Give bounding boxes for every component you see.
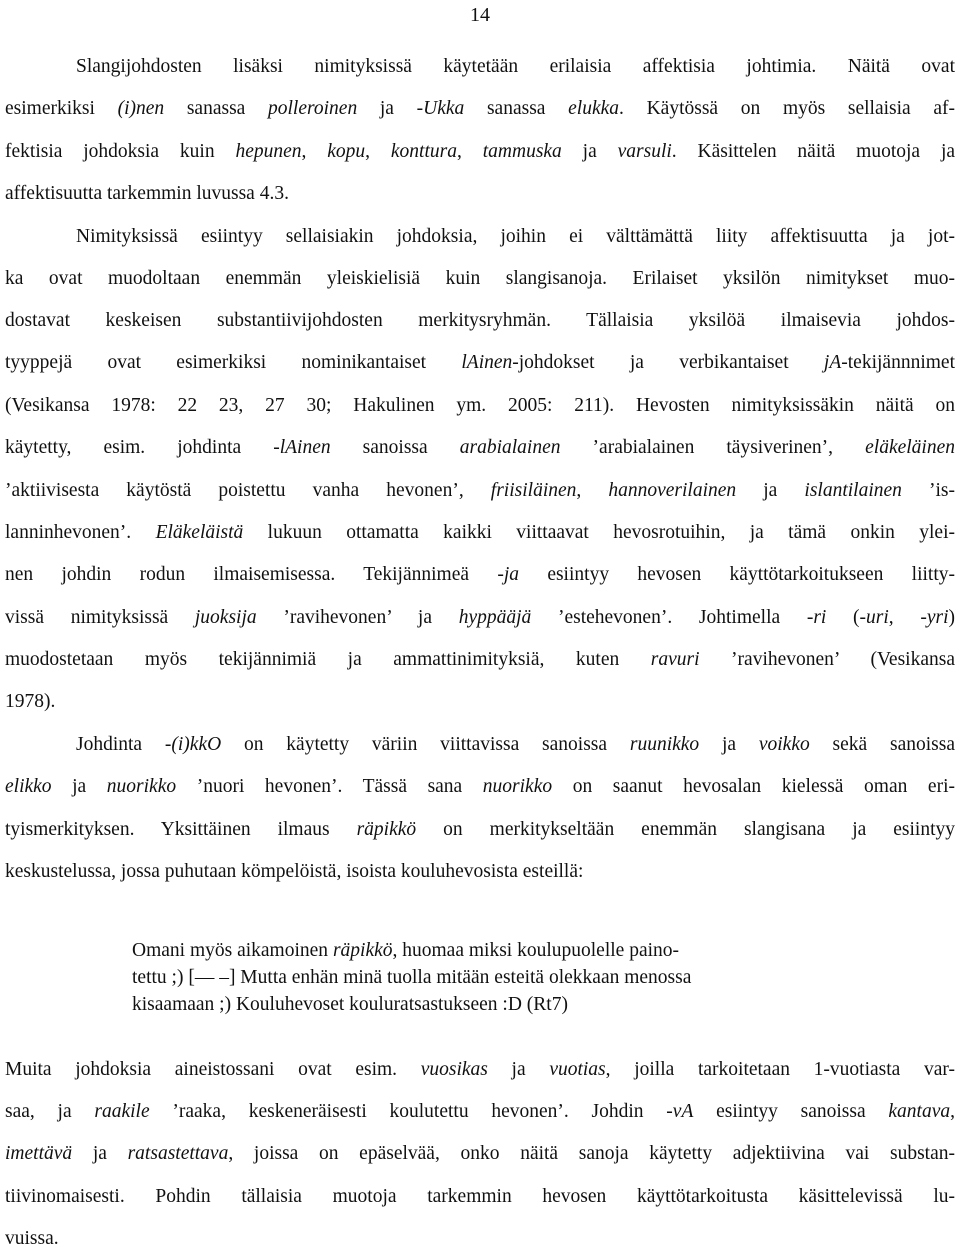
- text-run: , huomaa miksi koulupuolelle paino-: [392, 940, 680, 961]
- text-run: sanassa: [164, 98, 269, 119]
- text-run: Muita johdoksia aineistossani ovat esim.: [5, 1059, 421, 1080]
- text-run: ,: [950, 1101, 955, 1122]
- italic-term: hyppääjä: [458, 607, 532, 628]
- text-run: -tekijännnimet: [841, 352, 955, 373]
- text-run: esiintyy sanoissa: [693, 1101, 889, 1122]
- text-line: [5, 307, 955, 335]
- text-run: on saanut hevosalan kielessä oman eri-: [552, 776, 955, 797]
- text-line: [5, 349, 955, 377]
- quote-line: [132, 938, 679, 964]
- text-run: tettu ;) [— –] Mutta enhän minä tuolla mitään esteitä olekkaan menossa: [132, 967, 692, 988]
- italic-term: -vA: [666, 1101, 694, 1122]
- italic-term: islantilainen: [804, 480, 902, 501]
- text-run: Omani myös aikamoinen: [132, 940, 333, 961]
- text-run: vuissa.: [5, 1228, 59, 1249]
- italic-term: polleroinen: [268, 98, 358, 119]
- italic-term: jA: [823, 352, 842, 373]
- text-line: [5, 392, 955, 420]
- italic-term: elukka: [568, 98, 620, 119]
- text-run: käytetty, esim. johdinta: [5, 437, 274, 458]
- text-run: dostavat keskeisen substantiivijohdosten merkitysryhmän. Tällaisia yksilöä ilmaisevia johdos-: [5, 310, 955, 331]
- text-run: ’ravihevonen’ ja: [256, 607, 459, 628]
- text-run: Johdinta: [76, 734, 165, 755]
- italic-term: kantava: [888, 1101, 951, 1122]
- italic-term: ruunikko: [629, 734, 700, 755]
- text-run: ’aktiivisesta käytöstä poistettu vanha hevonen’,: [5, 480, 491, 501]
- italic-term: konttura: [390, 141, 457, 162]
- italic-term: ratsastettava: [127, 1143, 229, 1164]
- text-run: 1978).: [5, 691, 56, 712]
- text-run: esimerkiksi: [5, 98, 118, 119]
- text-run: Nimityksissä esiintyy sellaisiakin johdoksia, joihin ei välttämättä liity affektisuutta ja jot-: [76, 226, 955, 247]
- text-run: on merkitykseltään enemmän slangisana ja esiintyy: [416, 819, 955, 840]
- italic-term: -Ukka: [416, 98, 465, 119]
- text-run: tyismerkityksen. Yksittäinen ilmaus: [5, 819, 357, 840]
- text-run: sanassa: [464, 98, 569, 119]
- text-run: tyyppejä ovat esimerkiksi nominikantaiset: [5, 352, 462, 373]
- text-run: lukuun ottamatta kaikki viittaavat hevosrotuihin, ja tämä onkin ylei-: [243, 522, 955, 543]
- italic-term: räpikkö: [332, 940, 393, 961]
- text-run: sanoissa: [330, 437, 460, 458]
- page-number: 14: [470, 4, 490, 26]
- text-line: [5, 519, 955, 547]
- text-line: [76, 223, 955, 251]
- italic-term: hepunen: [235, 141, 302, 162]
- text-line: [5, 138, 955, 166]
- text-run: ja: [736, 480, 805, 501]
- text-run: ’ravihevonen’ (Vesikansa: [699, 649, 955, 670]
- italic-term: arabialainen: [459, 437, 561, 458]
- text-line: [5, 858, 955, 886]
- text-run: ’estehevonen’. Johtimella: [531, 607, 807, 628]
- text-run: ka ovat muodoltaan enemmän yleiskielisiä kuin slangisanoja. Erilaiset yksilön nimitykset muo-: [5, 268, 955, 289]
- text-line: [5, 1098, 955, 1126]
- text-run: muodostetaan myös tekijännimiä ja ammattinimityksiä, kuten: [5, 649, 651, 670]
- text-run: ’nuori hevonen’. Tässä sana: [176, 776, 483, 797]
- text-run: saa, ja: [5, 1101, 95, 1122]
- text-run: -johdokset ja verbikantaiset: [512, 352, 824, 373]
- text-run: keskustelussa, jossa puhutaan kömpelöistä, isoista kouluhevosista esteillä:: [5, 861, 584, 882]
- italic-term: raakile: [94, 1101, 150, 1122]
- text-run: ,: [576, 480, 609, 501]
- text-line: [5, 265, 955, 293]
- text-run: . Käytössä on myös sellaisia af-: [619, 98, 956, 119]
- text-run: ,: [301, 141, 328, 162]
- text-run: ja: [487, 1059, 550, 1080]
- text-run: (Vesikansa 1978: 22 23, 27 30; Hakulinen ym. 2005: 211). Hevosten nimityksissäkin näitä on: [5, 395, 955, 416]
- text-run: ja: [357, 98, 417, 119]
- italic-term: -yri: [920, 607, 949, 628]
- text-line: [5, 561, 955, 589]
- text-line: [5, 1225, 955, 1253]
- text-run: . Käsittelen näitä muotoja ja: [671, 141, 956, 162]
- text-run: (: [826, 607, 860, 628]
- text-run: ,: [457, 141, 483, 162]
- text-run: vissä nimityksissä: [5, 607, 195, 628]
- text-run: ja: [72, 1143, 128, 1164]
- text-line: [5, 604, 955, 632]
- text-run: ,: [365, 141, 391, 162]
- italic-term: vuosikas: [420, 1059, 488, 1080]
- italic-term: varsuli: [617, 141, 672, 162]
- italic-term: nuorikko: [106, 776, 177, 797]
- text-line: [5, 477, 955, 505]
- text-run: kisaamaan ;) Kouluhevoset kouluratsastukseen :D (Rt7): [132, 994, 568, 1015]
- text-line: [5, 646, 955, 674]
- italic-term: elikko: [5, 776, 52, 797]
- text-line: [5, 1140, 955, 1168]
- text-line: [5, 816, 955, 844]
- italic-term: -uri: [859, 607, 889, 628]
- italic-term: juoksija: [194, 607, 257, 628]
- text-run: nen johdin rodun ilmaisemisessa. Tekijännimeä: [5, 564, 498, 585]
- italic-term: hannoverilainen: [608, 480, 737, 501]
- text-line: [5, 434, 955, 462]
- text-line: [5, 773, 955, 801]
- text-run: ja: [561, 141, 618, 162]
- italic-term: (i)nen: [117, 98, 165, 119]
- italic-term: vuotias: [549, 1059, 606, 1080]
- text-line: [5, 688, 955, 716]
- quote-line: [132, 992, 568, 1018]
- text-run: , joissa on epäselvää, onko näitä sanoja käytetty adjektiivina vai substan-: [228, 1143, 955, 1164]
- italic-term: nuorikko: [482, 776, 553, 797]
- italic-term: ravuri: [650, 649, 700, 670]
- text-line: [5, 95, 955, 123]
- text-run: ): [948, 607, 955, 628]
- text-run: lanninhevonen’.: [5, 522, 156, 543]
- text-run: , joilla tarkoitetaan 1-vuotiasta var-: [605, 1059, 955, 1080]
- text-line: [5, 1183, 955, 1211]
- italic-term: lAinen: [461, 352, 513, 373]
- text-line: [5, 1056, 955, 1084]
- text-run: ’is-: [901, 480, 956, 501]
- text-run: affektisuutta tarkemmin luvussa 4.3.: [5, 183, 289, 204]
- italic-term: tammuska: [482, 141, 562, 162]
- text-run: esiintyy hevosen käyttötarkoitukseen liitty-: [519, 564, 955, 585]
- text-run: tiivinomaisesti. Pohdin tällaisia muotoja tarkemmin hevosen käyttötarkoitusta käsittelevissä lu-: [5, 1186, 955, 1207]
- text-line: [76, 731, 955, 759]
- italic-term: -ja: [497, 564, 520, 585]
- text-run: ,: [888, 607, 921, 628]
- italic-term: Eläkeläistä: [155, 522, 244, 543]
- italic-term: imettävä: [5, 1143, 73, 1164]
- quote-line: [132, 965, 691, 991]
- italic-term: -ri: [806, 607, 827, 628]
- text-run: Slangijohdosten lisäksi nimityksissä käytetään erilaisia affektisia johtimia. Näitä ovat: [76, 56, 955, 77]
- text-line: [5, 180, 955, 208]
- text-run: ’arabialainen täysiverinen’,: [560, 437, 866, 458]
- italic-term: voikko: [758, 734, 810, 755]
- italic-term: räpikkö: [356, 819, 417, 840]
- text-run: ’raaka, keskeneräisesti koulutettu hevonen’. Johdin: [149, 1101, 667, 1122]
- italic-term: kopu: [327, 141, 366, 162]
- italic-term: -lAinen: [273, 437, 331, 458]
- text-run: on käytetty väriin viittavissa sanoissa: [221, 734, 630, 755]
- text-run: sekä sanoissa: [809, 734, 955, 755]
- italic-term: eläkeläinen: [865, 437, 955, 458]
- text-run: fektisia johdoksia kuin: [5, 141, 236, 162]
- italic-term: friisiläinen: [490, 480, 577, 501]
- italic-term: -(i)kkO: [164, 734, 222, 755]
- text-run: ja: [699, 734, 759, 755]
- text-line: [76, 53, 955, 81]
- text-run: ja: [51, 776, 107, 797]
